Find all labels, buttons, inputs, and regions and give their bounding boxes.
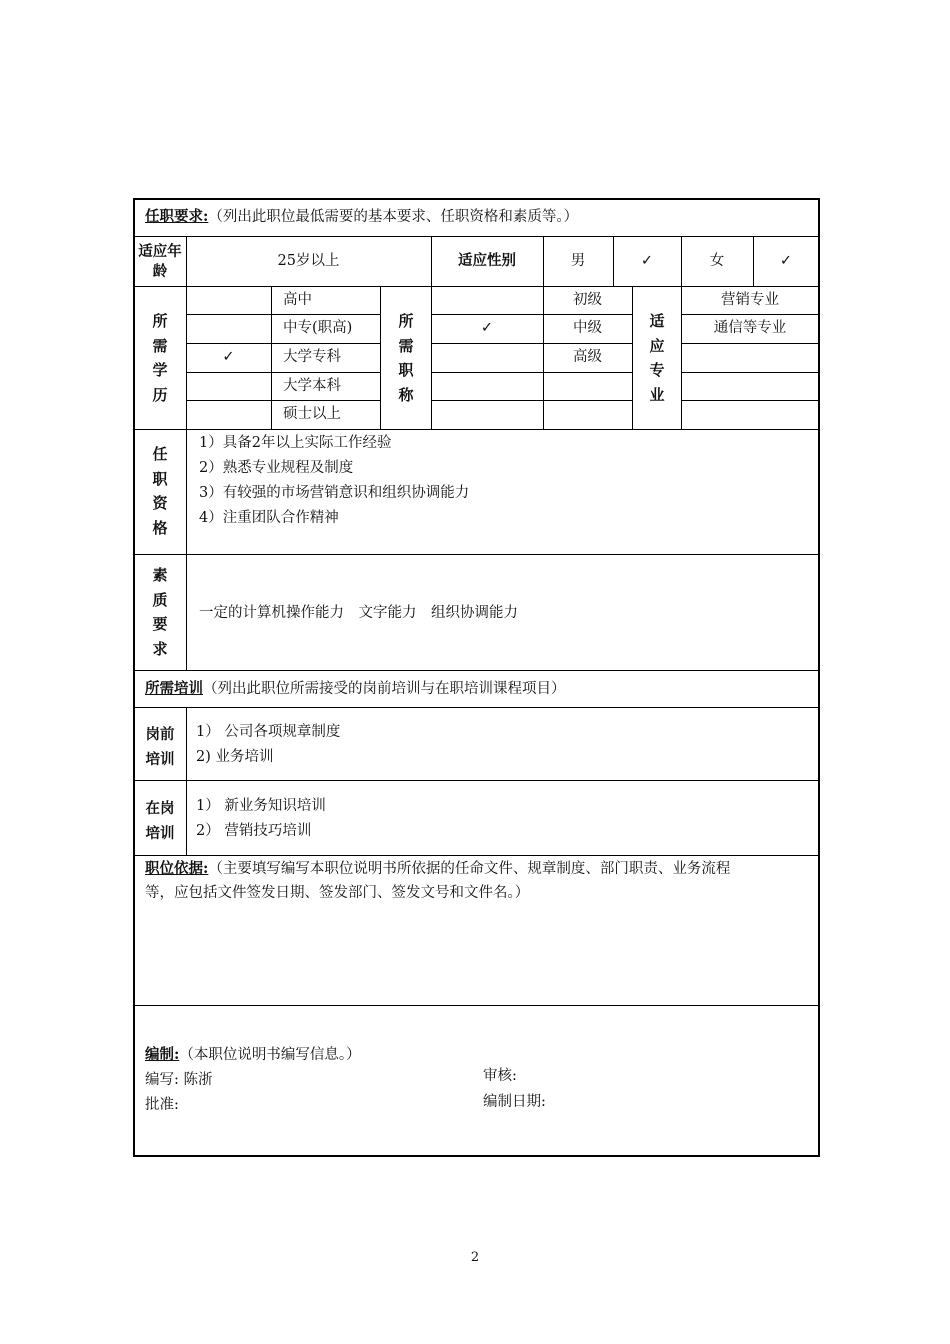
- row-divider: [681, 400, 819, 401]
- col-divider: [431, 286, 432, 429]
- row-divider: [681, 372, 819, 373]
- row-divider: [134, 670, 819, 671]
- title-rank-label: 所需职称: [398, 312, 414, 404]
- gender-female-mark: ✓: [779, 253, 793, 269]
- row-divider: [186, 314, 380, 315]
- row-divider: [134, 707, 819, 708]
- quality-label: 素质要求: [152, 566, 168, 658]
- education-level: 大学本科: [283, 378, 341, 394]
- qualification-label: 任职资格: [152, 445, 168, 537]
- basis-line-2: 等，应包括文件签发日期、签发部门、签发文号和文件名。）: [145, 885, 530, 901]
- gender-label: 适应性别: [458, 252, 516, 269]
- education-label: 所需学历: [152, 312, 168, 404]
- title-level: 高级: [573, 349, 602, 365]
- education-level: 中专(职高): [283, 320, 353, 336]
- row-divider: [134, 429, 819, 430]
- on-training-label: 在岗培训: [145, 800, 175, 842]
- pre-training-item: 2) 业务培训: [196, 749, 274, 765]
- training-heading: 所需培训（列出此职位所需接受的岗前培训与在职培训课程项目）: [145, 680, 566, 697]
- title-level: 初级: [573, 292, 602, 308]
- row-divider: [134, 554, 819, 555]
- major-item: 通信等专业: [713, 320, 787, 336]
- col-divider: [186, 707, 187, 855]
- col-divider: [186, 236, 187, 670]
- compile-approver: 批准:: [145, 1097, 179, 1113]
- education-mark-2: ✓: [222, 349, 235, 365]
- row-divider: [186, 343, 380, 344]
- row-divider: [431, 343, 632, 344]
- age-value: 25岁以上: [277, 253, 340, 269]
- compile-heading: 编制:（本职位说明书编写信息。）: [145, 1046, 361, 1063]
- quality-text: 一定的计算机操作能力 文字能力 组织协调能力: [199, 605, 518, 621]
- compile-reviewer: 审核:: [483, 1068, 517, 1084]
- col-divider: [271, 286, 272, 429]
- qualification-item: 3）有较强的市场营销意识和组织协调能力: [199, 485, 470, 501]
- job-spec-table: [133, 198, 820, 1157]
- on-training-item: 2） 营销技巧培训: [196, 823, 312, 839]
- education-level: 硕士以上: [283, 406, 341, 422]
- education-level: 大学专科: [283, 349, 341, 365]
- pre-training-item: 1） 公司各项规章制度: [196, 724, 341, 740]
- row-divider: [681, 314, 819, 315]
- compile-date: 编制日期:: [483, 1094, 546, 1110]
- on-training-item: 1） 新业务知识培训: [196, 798, 326, 814]
- col-divider: [632, 286, 633, 429]
- age-label: 适应年龄: [138, 243, 182, 280]
- major-item: 营销专业: [721, 292, 779, 308]
- gender-male-mark: ✓: [640, 253, 654, 269]
- title-mark-1: ✓: [480, 320, 494, 336]
- row-divider: [186, 400, 380, 401]
- col-divider: [380, 286, 381, 429]
- pre-training-label: 岗前培训: [145, 726, 175, 768]
- row-divider: [134, 780, 819, 781]
- qualification-item: 1）具备2年以上实际工作经验: [199, 435, 392, 451]
- gender-male: 男: [570, 253, 586, 269]
- education-level: 高中: [283, 292, 312, 308]
- row-divider: [134, 236, 819, 237]
- major-label: 适应专业: [649, 312, 665, 404]
- row-divider: [431, 372, 632, 373]
- qualification-item: 4）注重团队合作精神: [199, 510, 339, 526]
- requirements-heading: 任职要求:（列出此职位最低需要的基本要求、任职资格和素质等。）: [145, 208, 579, 225]
- row-divider: [134, 855, 819, 856]
- row-divider: [431, 314, 632, 315]
- row-divider: [186, 372, 380, 373]
- basis-line-1: 职位依据:（主要填写编写本职位说明书所依据的任命文件、规章制度、部门职责、业务流程: [145, 860, 731, 877]
- row-divider: [431, 400, 632, 401]
- compile-writer: 编写: 陈浙: [145, 1072, 213, 1088]
- gender-female: 女: [709, 253, 725, 269]
- title-level: 中级: [573, 320, 602, 336]
- row-divider: [134, 286, 819, 287]
- row-divider: [134, 1005, 819, 1006]
- row-divider: [681, 343, 819, 344]
- qualification-item: 2）熟悉专业规程及制度: [199, 460, 354, 476]
- page-number: 2: [470, 1250, 480, 1265]
